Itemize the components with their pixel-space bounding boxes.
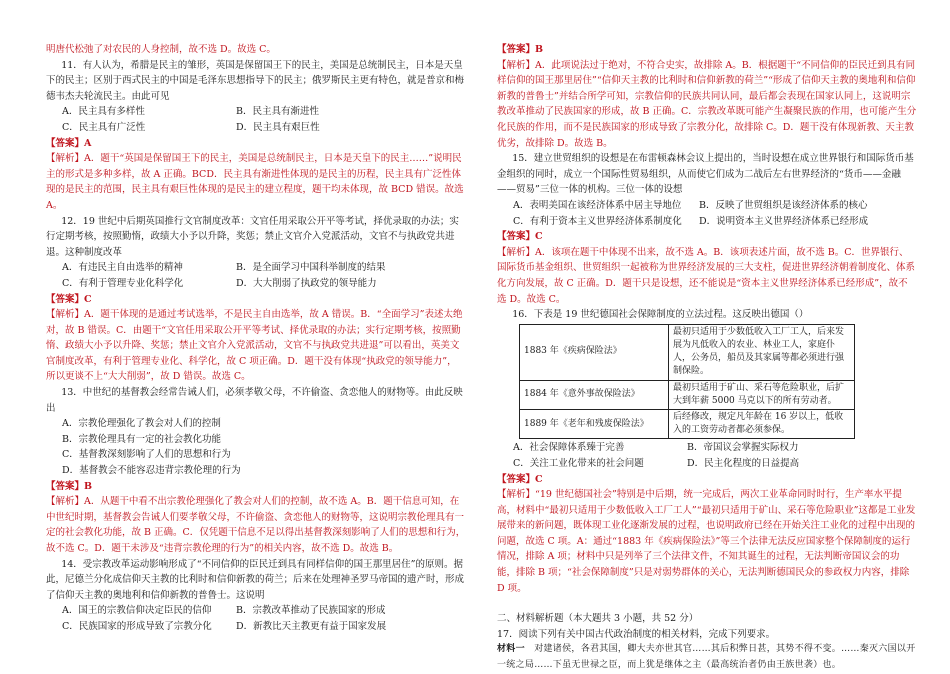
material-1-text: 对建诸侯，各君其国，卿大夫亦世其官……其后积弊日甚，其势不得不变。……秦灭六国以开一统之局……下虽无世禄之臣，而上犹是继体之主（最高统治者仍由王族世袭）也。 (497, 644, 916, 671)
q15-answer: 【答案】C (497, 231, 543, 243)
q15-option-b: B．反映了世贸组织是该经济体系的核心 (699, 199, 868, 211)
q14-option-d: D．新教比天主教更有益于国家发展 (236, 620, 387, 632)
q13-option-d: D．基督教会不能容忍违背宗教伦理的行为 (62, 465, 241, 477)
q12-option-c: C．有利于管理专业化科学化 (62, 277, 184, 289)
q16-option-a: A．社会保障体系臻于完善 (513, 442, 625, 454)
q14-answer: 【答案】B (497, 44, 544, 55)
q16-analysis: 【解析】“19 世纪德国社会”特别是中后期，统一完成后，两次工业革命同时时行，生产率水平提高，材料中“最初只适用于少数低收入工厂工人”“最初只适用于矿山、采石等危险职业”这都是工业发展带来的新问题，既体现工业化逐渐发展的过程，也说明政府已经在开始关注工业化的过程中出现的问题，故选 C 项。A：通过“1883 年《疾病保险法》”等三个法律无法反应国家整个保障制度的运行情况，排除 A 项；材料中只是列举了三个法律文件，不知其诞生的过程，无法判断帝国议会的功能，排除 B 项；“社会保障制度”只是对弱势群体的关心，无法判断德国民众的参政权力内容，排除 D 项。 (497, 489, 916, 594)
q12-analysis: 【解析】A．题干体现的是通过考试选举，不是民主自由选举，故 A 错误。B．“全面学习”表述太绝对，故 B 错误。C．由题干“文官任用采取公开平等考试、择优录取的办法；实行定期考核，按照勤惰、政绩大小予以升降、奖惩；禁止文官介入党派活动，文官不与执政党共进退”可以看出，英美文官制度改革，有利于管理专业化、科学化，故 C 项正确。D．题干没有体现“执政党的领导能力”，所以更谈不上“大大削弱”，故 D 错误。故选 C。 (46, 309, 463, 383)
q11-option-a: A．民主具有多样性 (62, 106, 145, 118)
question-16 (497, 307, 917, 596)
q16-stem: 16．下表是 19 世纪德国社会保障制度的立法过程。这反映出德国（） (512, 309, 809, 321)
question-11 (46, 58, 466, 214)
question-13 (46, 385, 466, 557)
section-2 (497, 611, 917, 673)
law-detail: 最初只适用于少数低收入工厂工人，后来发展为凡低收入的农业、林业工人，家庭仆人，公务员，船员及其家属等都必须进行强制保险。 (669, 324, 855, 380)
q16-option-b: B．帝国议会掌握实际权力 (687, 442, 799, 454)
question-15 (497, 151, 917, 307)
q16-answer: 【答案】C (497, 473, 543, 485)
q16-options (497, 440, 917, 471)
q12-option-a: A．有违民主自由选举的精神 (62, 262, 183, 274)
q14-option-b: B．宗教改革推动了民族国家的形成 (236, 605, 386, 617)
question-12 (46, 214, 466, 386)
q16-law-table (519, 324, 855, 440)
q11-options (46, 104, 466, 135)
section-2-heading: 二、材料解析题（本大题共 3 小题，共 52 分） (497, 613, 699, 625)
q16-option-c: C．关注工业化带来的社会问题 (513, 457, 644, 469)
prev-analysis-tail: 明唐代松弛了对农民的人身控制，故不选 D。故选 C。 (46, 44, 276, 55)
q15-options (497, 198, 917, 229)
q13-analysis: 【解析】A．从题干中看不出宗教伦理强化了教会对人们的控制，故不选 A。B．题干信息可知，在中世纪时期，基督教会告诫人们要孝敬父母，不许偷盗、贪恋他人的财物等，这说明宗教伦理具有一定的社会教化功能，故 B 正确。C．仅凭题干信息不足以得出基督教深刻影响了人们的思想和行为，故不选 C。D．题干未涉及“违背宗教伦理的行为”的相关内容，故不选 D。故选 B。 (46, 496, 466, 554)
table-row (520, 324, 855, 380)
q11-stem: 11．有人认为，希腊是民主的雏形，英国是保留国王下的民主，美国是总统制民主，日本是天皇下的民主；区别于西式民主的中国是毛泽东思想指导下的民主；俄罗斯民主更有特色，就是普京和梅德韦杰夫轮流民主。由此可见 (46, 59, 465, 102)
right-column (497, 42, 917, 674)
q14-stem: 14．受宗教改革运动影响形成了“不同信仰的臣民迁到具有同样信仰的国王那里居住”的原则。据此，尼德兰分化成信仰天主教的比利时和信仰新教的荷兰；后来在处理神圣罗马帝国的遗产时，形成了信仰天主教的奥地利和信仰新教的普鲁士。这说明 (46, 558, 465, 601)
q12-options (46, 260, 466, 291)
q15-stem: 15．建立世贸组织的设想是在布雷顿森林会议上提出的，当时设想在成立世界银行和国际货币基金组织的同时，成立一个国际性贸易组织，从而使它们成为二战后左右世界经济的“货币——金融——贸易”三位一体的机构。三位一体的设想 (497, 153, 914, 196)
q13-options (46, 416, 466, 478)
q14-option-a: A．国王的宗教信仰决定臣民的信仰 (62, 605, 212, 617)
law-name: 1883 年《疾病保险法》 (520, 324, 669, 380)
q15-analysis: 【解析】A．该项在题干中体现不出来，故不选 A。B．该项表述片面，故不选 B。C．世界银行、国际货币基金组织、世贸组织一起被称为世界经济发展的三大支柱，促进世界经济朝着制度化、体系化方向发展，故 C 正确。D．题干只是设想，还不能说是“资本主义世界经济体系已经形成”，故不选 D。故选 C。 (497, 246, 916, 305)
q13-stem: 13．中世纪的基督教会经常告诫人们，必须孝敬父母，不许偷盗、贪恋他人的财物等。由此反映出 (46, 387, 463, 414)
law-detail: 后经修改，规定凡年龄在 16 岁以上，低收入的工资劳动者都必须参保。 (669, 409, 855, 438)
q17-stem: 17．阅读下列有关中国古代政治制度的相关材料，完成下列要求。 (497, 628, 776, 640)
law-detail: 最初只适用于矿山、采石等危险职业，后扩大到年薪 5000 马克以下的所有劳动者。 (669, 380, 855, 409)
q12-option-d: D．大大削弱了执政党的领导能力 (236, 277, 377, 289)
law-name: 1889 年《老年和残废保险法》 (520, 409, 669, 438)
law-name: 1884 年《意外事故保险法》 (520, 380, 669, 409)
q13-option-c: C．基督教深刻影响了人们的思想和行为 (62, 449, 231, 461)
q11-option-c: C．民主具有广泛性 (62, 121, 146, 133)
question-14 (46, 557, 466, 635)
q16-option-d: D．民主化程度的日益提高 (687, 457, 800, 469)
q11-option-b: B．民主具有渐进性 (236, 106, 319, 118)
q14-analysis: 【解析】A．此项说法过于绝对，不符合史实，故排除 A。B．根据题干“不同信仰的臣民迁到具有同样信仰的国王那里居住”“信仰天主教的比利时和信仰新教的荷兰”“形成了信仰天主教的奥地利和信仰新教的普鲁士”并结合所学可知，宗教信仰的民族共同认同，最后都会表现在国家认同上，这说明宗教改革推动了民族国家的形成，故 B 正确。C．宗教改革既可能产生凝聚民族的作用，也可能产生分化民族的作用，而不是民族国家的形成导致了宗教分化，故排除 C。D．题干没有体现新教、天主教优劣，故排除 D。故选 B。 (497, 59, 917, 149)
left-column (46, 42, 466, 635)
q15-option-c: C．有利于资本主义世界经济体系制度化 (513, 215, 682, 227)
material-1 (497, 642, 917, 673)
q13-option-b: B．宗教伦理具有一定的社会教化功能 (62, 433, 221, 445)
q11-answer: 【答案】A (46, 137, 92, 149)
q13-option-a: A．宗教伦理强化了教会对人们的控制 (62, 418, 221, 430)
q14-options (46, 603, 466, 634)
table-row (520, 409, 855, 438)
q15-option-a: A．表明美国在该经济体系中居主导地位 (513, 199, 682, 211)
q11-analysis: 【解析】A．题干“英国是保留国王下的民主，美国是总统制民主，日本是天皇下的民主……”说明民主的形式是多种多样，故 A 正确。BCD．民主具有渐进性体现的是民主的历程，民主具有广泛性体现的是民主的范围，民主具有艰巨性体现的是民主的建立程度，题干均未体现，故 BCD 错误。故选 A。 (46, 153, 464, 211)
q12-stem: 12．19 世纪中后期英国推行文官制度改革：文官任用采取公开平等考试，择优录取的办法；实行定期考核，按照勤惰，政绩大小予以升降，奖惩；禁止文官介入党派活动，文官不与执政党共进退。这种制度改革 (46, 215, 459, 258)
table-row (520, 380, 855, 409)
q11-option-d: D．民主具有艰巨性 (236, 121, 320, 133)
q14-option-c: C．民族国家的形成导致了宗教分化 (62, 620, 212, 632)
material-1-label: 材料一 (497, 644, 525, 655)
q12-answer: 【答案】C (46, 293, 92, 305)
q15-option-d: D．说明资本主义世界经济体系已经形成 (699, 215, 869, 227)
q12-option-b: B．是全面学习中国科举制度的结果 (236, 262, 386, 274)
q13-answer: 【答案】B (46, 480, 93, 492)
